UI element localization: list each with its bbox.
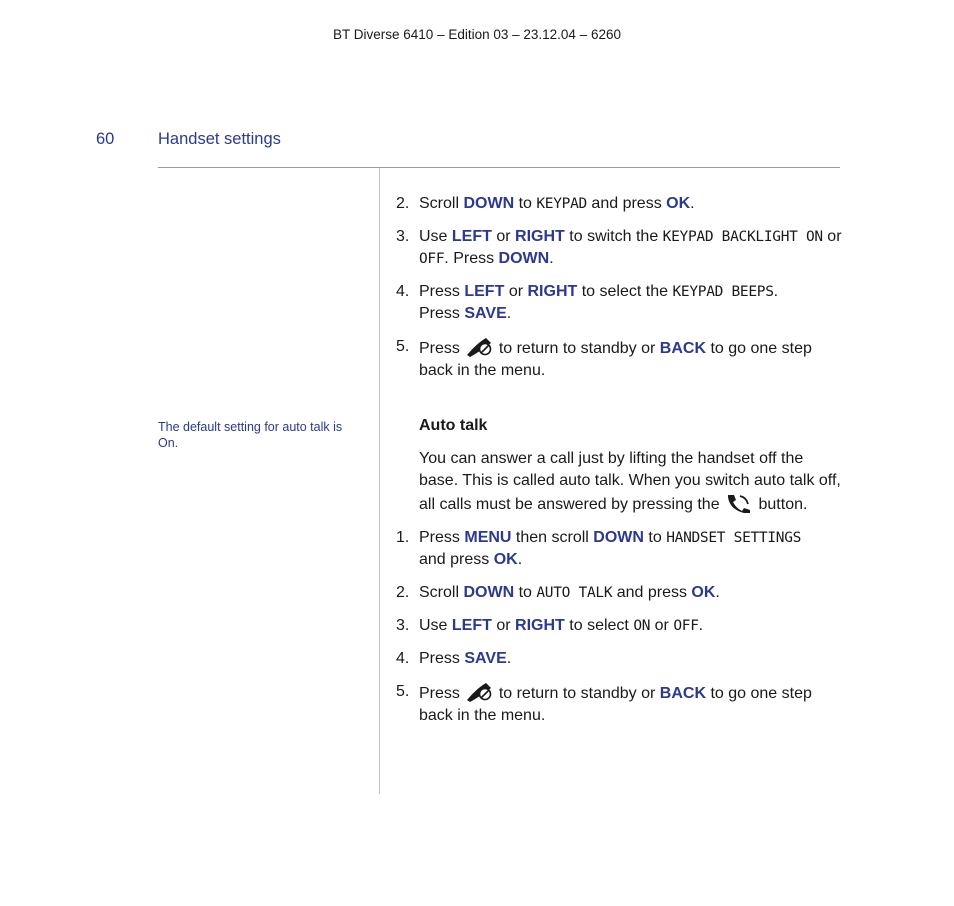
step-text: Press LEFT or RIGHT to select the KEYPAD BEEPS. Press SAVE. [419,283,779,322]
key-down: DOWN [463,584,515,601]
step-number: 3. [396,617,410,634]
lcd-keypad-backlight-on: KEYPAD BACKLIGHT ON [662,229,823,245]
key-down: DOWN [593,529,644,546]
step-item [396,648,844,670]
phone-end-call-icon [464,681,494,703]
lcd-off: OFF [673,618,699,634]
document-header: BT Diverse 6410 – Edition 03 – 23.12.04 – 6260 [333,27,621,42]
key-right: RIGHT [527,283,578,300]
step-text: Press SAVE. [419,650,512,667]
key-left: LEFT [451,617,492,634]
step-item [396,226,844,270]
step-item [396,336,844,382]
key-ok: OK [691,584,716,601]
key-menu: MENU [464,529,512,546]
key-left: LEFT [464,283,505,300]
step-text: Scroll DOWN to KEYPAD and press OK. [419,195,695,212]
step-number: 4. [396,283,410,300]
step-text: Scroll DOWN to AUTO TALK and press OK. [419,584,720,601]
phone-talk-icon [724,492,754,514]
step-item [396,281,844,325]
subheading-auto-talk: Auto talk [419,417,488,434]
phone-end-call-icon [464,336,494,358]
step-text: Press to return to standby or BACK to go one step back in the menu. [419,681,844,727]
key-save: SAVE [464,305,507,322]
key-back: BACK [659,340,707,357]
page-number: 60 [96,130,115,148]
step-text: Use LEFT or RIGHT to select ON or OFF. [419,617,704,634]
lcd-off: OFF [419,251,445,267]
step-number: 2. [396,195,410,212]
lcd-handset-settings: HANDSET SETTINGS [666,530,802,546]
step-number: 2. [396,584,410,601]
step-text: Press MENU then scroll DOWN to HANDSET SETTINGS and press OK. [419,529,802,568]
step-number: 3. [396,228,410,245]
step-item [396,615,844,637]
auto-talk-intro: You can answer a call just by lifting the handset off the base. This is called auto talk. When you switch auto talk off, all calls must be answered by pressing the button. [419,450,841,513]
step-text: Use LEFT or RIGHT to switch the KEYPAD BACKLIGHT ON or OFF. Press DOWN. [419,228,842,267]
step-number: 4. [396,650,410,667]
key-ok: OK [493,551,518,568]
step-number: 1. [396,529,410,546]
key-save: SAVE [464,650,507,667]
key-ok: OK [666,195,691,212]
key-right: RIGHT [515,228,565,245]
lcd-auto-talk: AUTO TALK [536,585,613,601]
step-item [396,582,844,604]
lcd-keypad: KEYPAD [536,196,587,212]
step-number: 5. [396,683,410,700]
lcd-on: ON [633,618,651,634]
section-title: Handset settings [158,130,281,148]
key-down: DOWN [498,250,550,267]
step-item [396,527,844,571]
key-back: BACK [659,685,707,702]
step-number: 5. [396,338,410,355]
key-right: RIGHT [515,617,565,634]
step-text: Press to return to standby or BACK to go one step back in the menu. [419,336,844,382]
lcd-keypad-beeps: KEYPAD BEEPS [672,284,774,300]
side-note: The default setting for auto talk is On. [158,420,343,450]
step-item [396,193,844,215]
key-left: LEFT [451,228,492,245]
step-item [396,681,844,727]
main-content [396,193,844,738]
header-rule [158,167,840,168]
key-down: DOWN [463,195,515,212]
column-divider [379,168,380,794]
